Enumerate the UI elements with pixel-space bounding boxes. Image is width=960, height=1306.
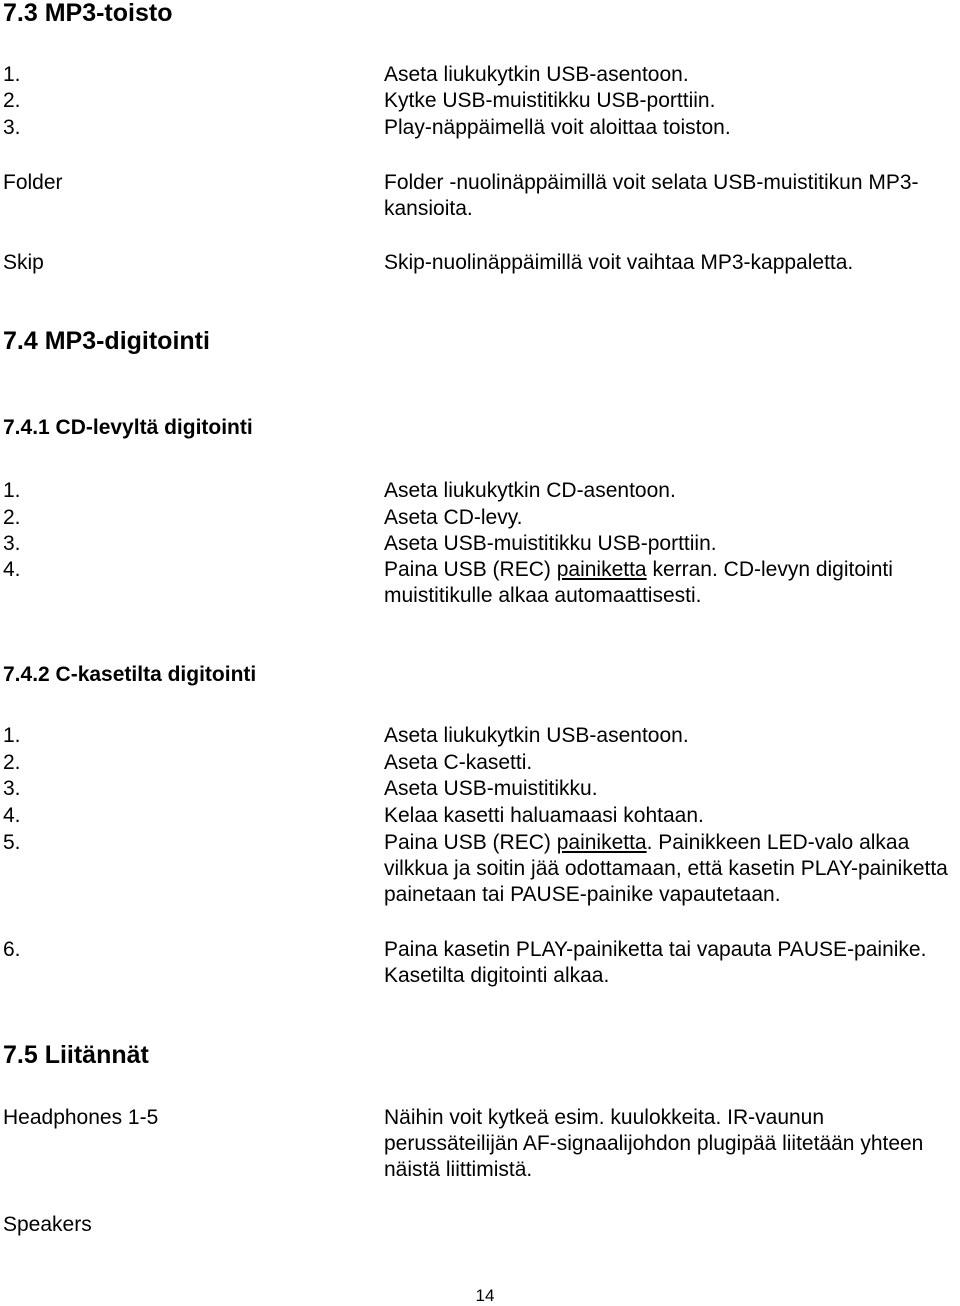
list-item	[3, 723, 958, 749]
list-item	[3, 531, 958, 557]
step-text: Aseta liukukytkin CD-asentoon.	[384, 479, 676, 502]
underlined-word: painiketta	[556, 831, 647, 854]
definition-headphones	[3, 1105, 958, 1183]
list-item	[3, 776, 958, 802]
list-item	[3, 557, 958, 609]
step-number: 5.	[3, 831, 21, 854]
underlined-word: painiketta	[556, 558, 647, 581]
term-description: Folder -nuolinäppäimillä voit selata USB-muistitikun MP3-kansioita.	[384, 171, 919, 220]
step-text: Kelaa kasetti haluamaasi kohtaan.	[384, 804, 704, 827]
term-label: Folder	[3, 171, 63, 194]
step-number: 4.	[3, 558, 21, 581]
list-item	[3, 750, 958, 776]
step-text: Play-näppäimellä voit aloittaa toiston.	[384, 116, 731, 139]
step-number: 2.	[3, 506, 21, 529]
step-number: 3.	[3, 777, 21, 800]
heading-7-4: 7.4 MP3-digitointi	[3, 327, 210, 355]
step-text: Aseta USB-muistitikku.	[384, 777, 598, 800]
heading-7-4-2: 7.4.2 C-kasetilta digitointi	[3, 663, 257, 686]
step-text	[384, 557, 959, 609]
term-description: Näihin voit kytkeä esim. kuulokkeita. IR-vaunun perussäteilijän AF-signaalijohdon plugipää liitetään yhteen näistä liittimistä.	[384, 1106, 924, 1181]
step-number: 2.	[3, 751, 21, 774]
step-text	[384, 830, 959, 908]
list-item	[3, 478, 958, 504]
list-item	[3, 830, 958, 908]
step-text: Aseta CD-levy.	[384, 506, 523, 529]
definition-folder	[3, 170, 958, 222]
step-number: 1.	[3, 724, 21, 747]
step-text-pre: Paina USB (REC)	[384, 831, 557, 854]
step-text: Aseta liukukytkin USB-asentoon.	[384, 63, 689, 86]
step-text: Aseta C-kasetti.	[384, 751, 533, 774]
list-item	[3, 937, 958, 989]
heading-7-4-1: 7.4.1 CD-levyltä digitointi	[3, 416, 253, 439]
definition-skip	[3, 250, 958, 276]
list-item	[3, 803, 958, 829]
step-text-post: . Painikkeen LED-valo alkaa vilkkua ja soitin jää odottamaan, että kasetin PLAY-painiketta painetaan tai PAUSE-painike vapautetaan.	[384, 831, 948, 906]
term-description: Skip-nuolinäppäimillä voit vaihtaa MP3-kappaletta.	[384, 251, 854, 274]
list-item	[3, 62, 958, 88]
step-number: 3.	[3, 116, 21, 139]
page-number: 14	[475, 1286, 495, 1305]
term-label: Skip	[3, 251, 44, 274]
term-label: Speakers	[3, 1213, 92, 1236]
heading-7-5: 7.5 Liitännät	[3, 1041, 149, 1069]
step-number: 3.	[3, 532, 21, 555]
step-text: Aseta USB-muistitikku USB-porttiin.	[384, 532, 717, 555]
step-text-pre: Paina USB (REC)	[384, 558, 557, 581]
heading-7-3: 7.3 MP3-toisto	[3, 0, 173, 27]
step-text: Paina kasetin PLAY-painiketta tai vapauta PAUSE-painike. Kasetilta digitointi alkaa.	[384, 938, 927, 987]
step-number: 6.	[3, 938, 21, 961]
list-item	[3, 88, 958, 114]
step-number: 1.	[3, 479, 21, 502]
step-number: 1.	[3, 63, 21, 86]
list-item	[3, 115, 958, 141]
term-label: Headphones 1-5	[3, 1106, 159, 1129]
list-item	[3, 505, 958, 531]
step-text-post: kerran. CD-levyn digitointi muistitikulle alkaa automaattisesti.	[384, 558, 893, 607]
step-text: Kytke USB-muistitikku USB-porttiin.	[384, 89, 716, 112]
step-text: Aseta liukukytkin USB-asentoon.	[384, 724, 689, 747]
step-number: 2.	[3, 89, 21, 112]
step-number: 4.	[3, 804, 21, 827]
